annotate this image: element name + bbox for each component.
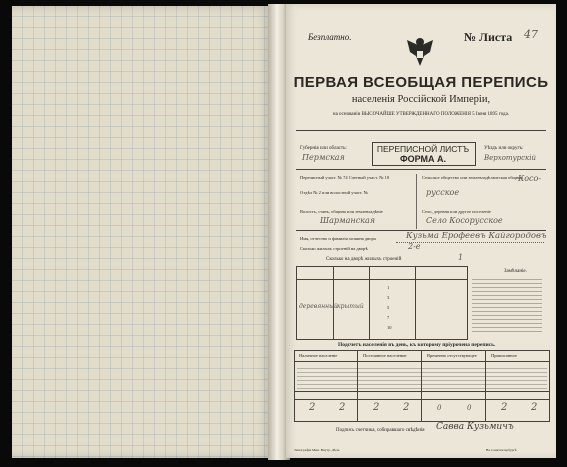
village-value: Шарманская <box>320 216 376 225</box>
title-sub: населенія Россійской Имперіи, <box>351 94 491 105</box>
field-divider <box>416 174 417 229</box>
count-value-8: 2 <box>531 402 538 413</box>
building-table <box>296 266 468 340</box>
count-value-4: 2 <box>403 402 410 413</box>
count-value-2: 2 <box>339 402 346 413</box>
note-text-block <box>472 276 542 334</box>
signature-value: Савва Кузьмичъ <box>436 422 514 432</box>
printer-right: Въ Санктпетербургѣ <box>486 448 517 452</box>
count-title: Подсчетъ населенія въ день, къ которому пріурочена перепись. <box>338 342 496 348</box>
free-label: Безплатно. <box>308 32 352 42</box>
census-form-page <box>286 4 556 458</box>
building-num-5: 10 <box>387 325 392 330</box>
count-value-line <box>295 399 549 400</box>
sheet-number-value: 47 <box>524 28 538 41</box>
count-value-7: 2 <box>501 402 508 413</box>
houses-value: 2-е <box>408 242 421 251</box>
province-value: Пермская <box>302 153 345 162</box>
district-label: Уѣздъ или округъ: <box>484 146 524 151</box>
census-area-label: Переписный участ. № 74 Счетный участ. № 18 <box>300 175 390 180</box>
province-label: Губернія или область: <box>300 146 347 151</box>
owner-value: Кузьма Ерофеевъ Кайгородовъ <box>406 231 547 241</box>
sheet-title: ПЕРЕПИСНОЙ ЛИСТЪ <box>376 144 470 154</box>
building-roof: крытый <box>337 303 364 310</box>
count-value-1: 2 <box>309 402 316 413</box>
section-label: Отдѣл № 2 или волостной участ. № <box>300 190 368 195</box>
printer-left: Типографія Мин. Внутр. Дѣлъ <box>294 448 340 452</box>
count-header-line <box>295 361 549 362</box>
settlement-value: Село Косорусское <box>426 216 503 225</box>
building-material: деревянный <box>299 303 338 310</box>
settlement-label: Село, деревня или другое поселеніе <box>422 209 491 214</box>
divider-header <box>296 169 546 171</box>
estate-label: Сельское общество или землевладѣльческая община <box>422 175 523 180</box>
count-value-6: 0 <box>467 404 472 412</box>
district-value: Верхотурскій <box>484 154 536 162</box>
building-col-2 <box>369 267 370 339</box>
divider-top <box>296 130 546 132</box>
village-label: Волость, станъ, община или землевладѣніе <box>300 209 383 214</box>
count-sub-line <box>295 391 549 392</box>
estate-value: Косо- <box>518 174 542 183</box>
houses-label: Сколько жилыхъ строеній на дворѣ <box>300 246 368 251</box>
count-value-3: 2 <box>373 402 380 413</box>
building-header-line <box>297 279 467 280</box>
title-main: ПЕРВАЯ ВСЕОБЩАЯ ПЕРЕПИСЬ <box>293 74 549 91</box>
building-col-3 <box>415 267 416 339</box>
sheet-number-label: № Листа <box>464 30 513 44</box>
count-header-text <box>297 365 547 389</box>
owner-label: Имя, отчество и фамилія хозяина двора <box>300 236 376 241</box>
title-decree: на основаніи ВЫСОЧАЙШЕ УТВЕРЖДЕННАГО ПОЛОЖЕНІЯ 5 Іюня 1895 года. <box>332 112 510 117</box>
count-header-1: Наличное населеніе <box>299 353 338 358</box>
form-title: ФОРМА А. <box>399 154 447 164</box>
imperial-eagle-icon <box>403 36 437 68</box>
count-table <box>294 350 550 422</box>
estate-value-2: русское <box>426 188 460 197</box>
count-header-3: Временно отсутствующее <box>427 353 477 358</box>
note-label: Замѣчаніе. <box>504 269 527 274</box>
building-num-2: 3 <box>387 295 390 300</box>
building-num-4: 7 <box>387 315 390 320</box>
signature-label: Подпись счетчика, собиравшаго свѣдѣнія <box>336 428 425 433</box>
count-header-4: Приписанное <box>491 353 517 358</box>
building-num-1: 1 <box>387 285 390 290</box>
building-num-3: 5 <box>387 305 390 310</box>
left-page-grid <box>12 6 274 458</box>
premises-label: Сколько на дворѣ жилыхъ строеній <box>326 257 402 262</box>
count-header-2: Постоянное население <box>363 353 407 358</box>
premises-value: 1 <box>458 253 464 262</box>
count-value-5: 0 <box>437 404 442 412</box>
